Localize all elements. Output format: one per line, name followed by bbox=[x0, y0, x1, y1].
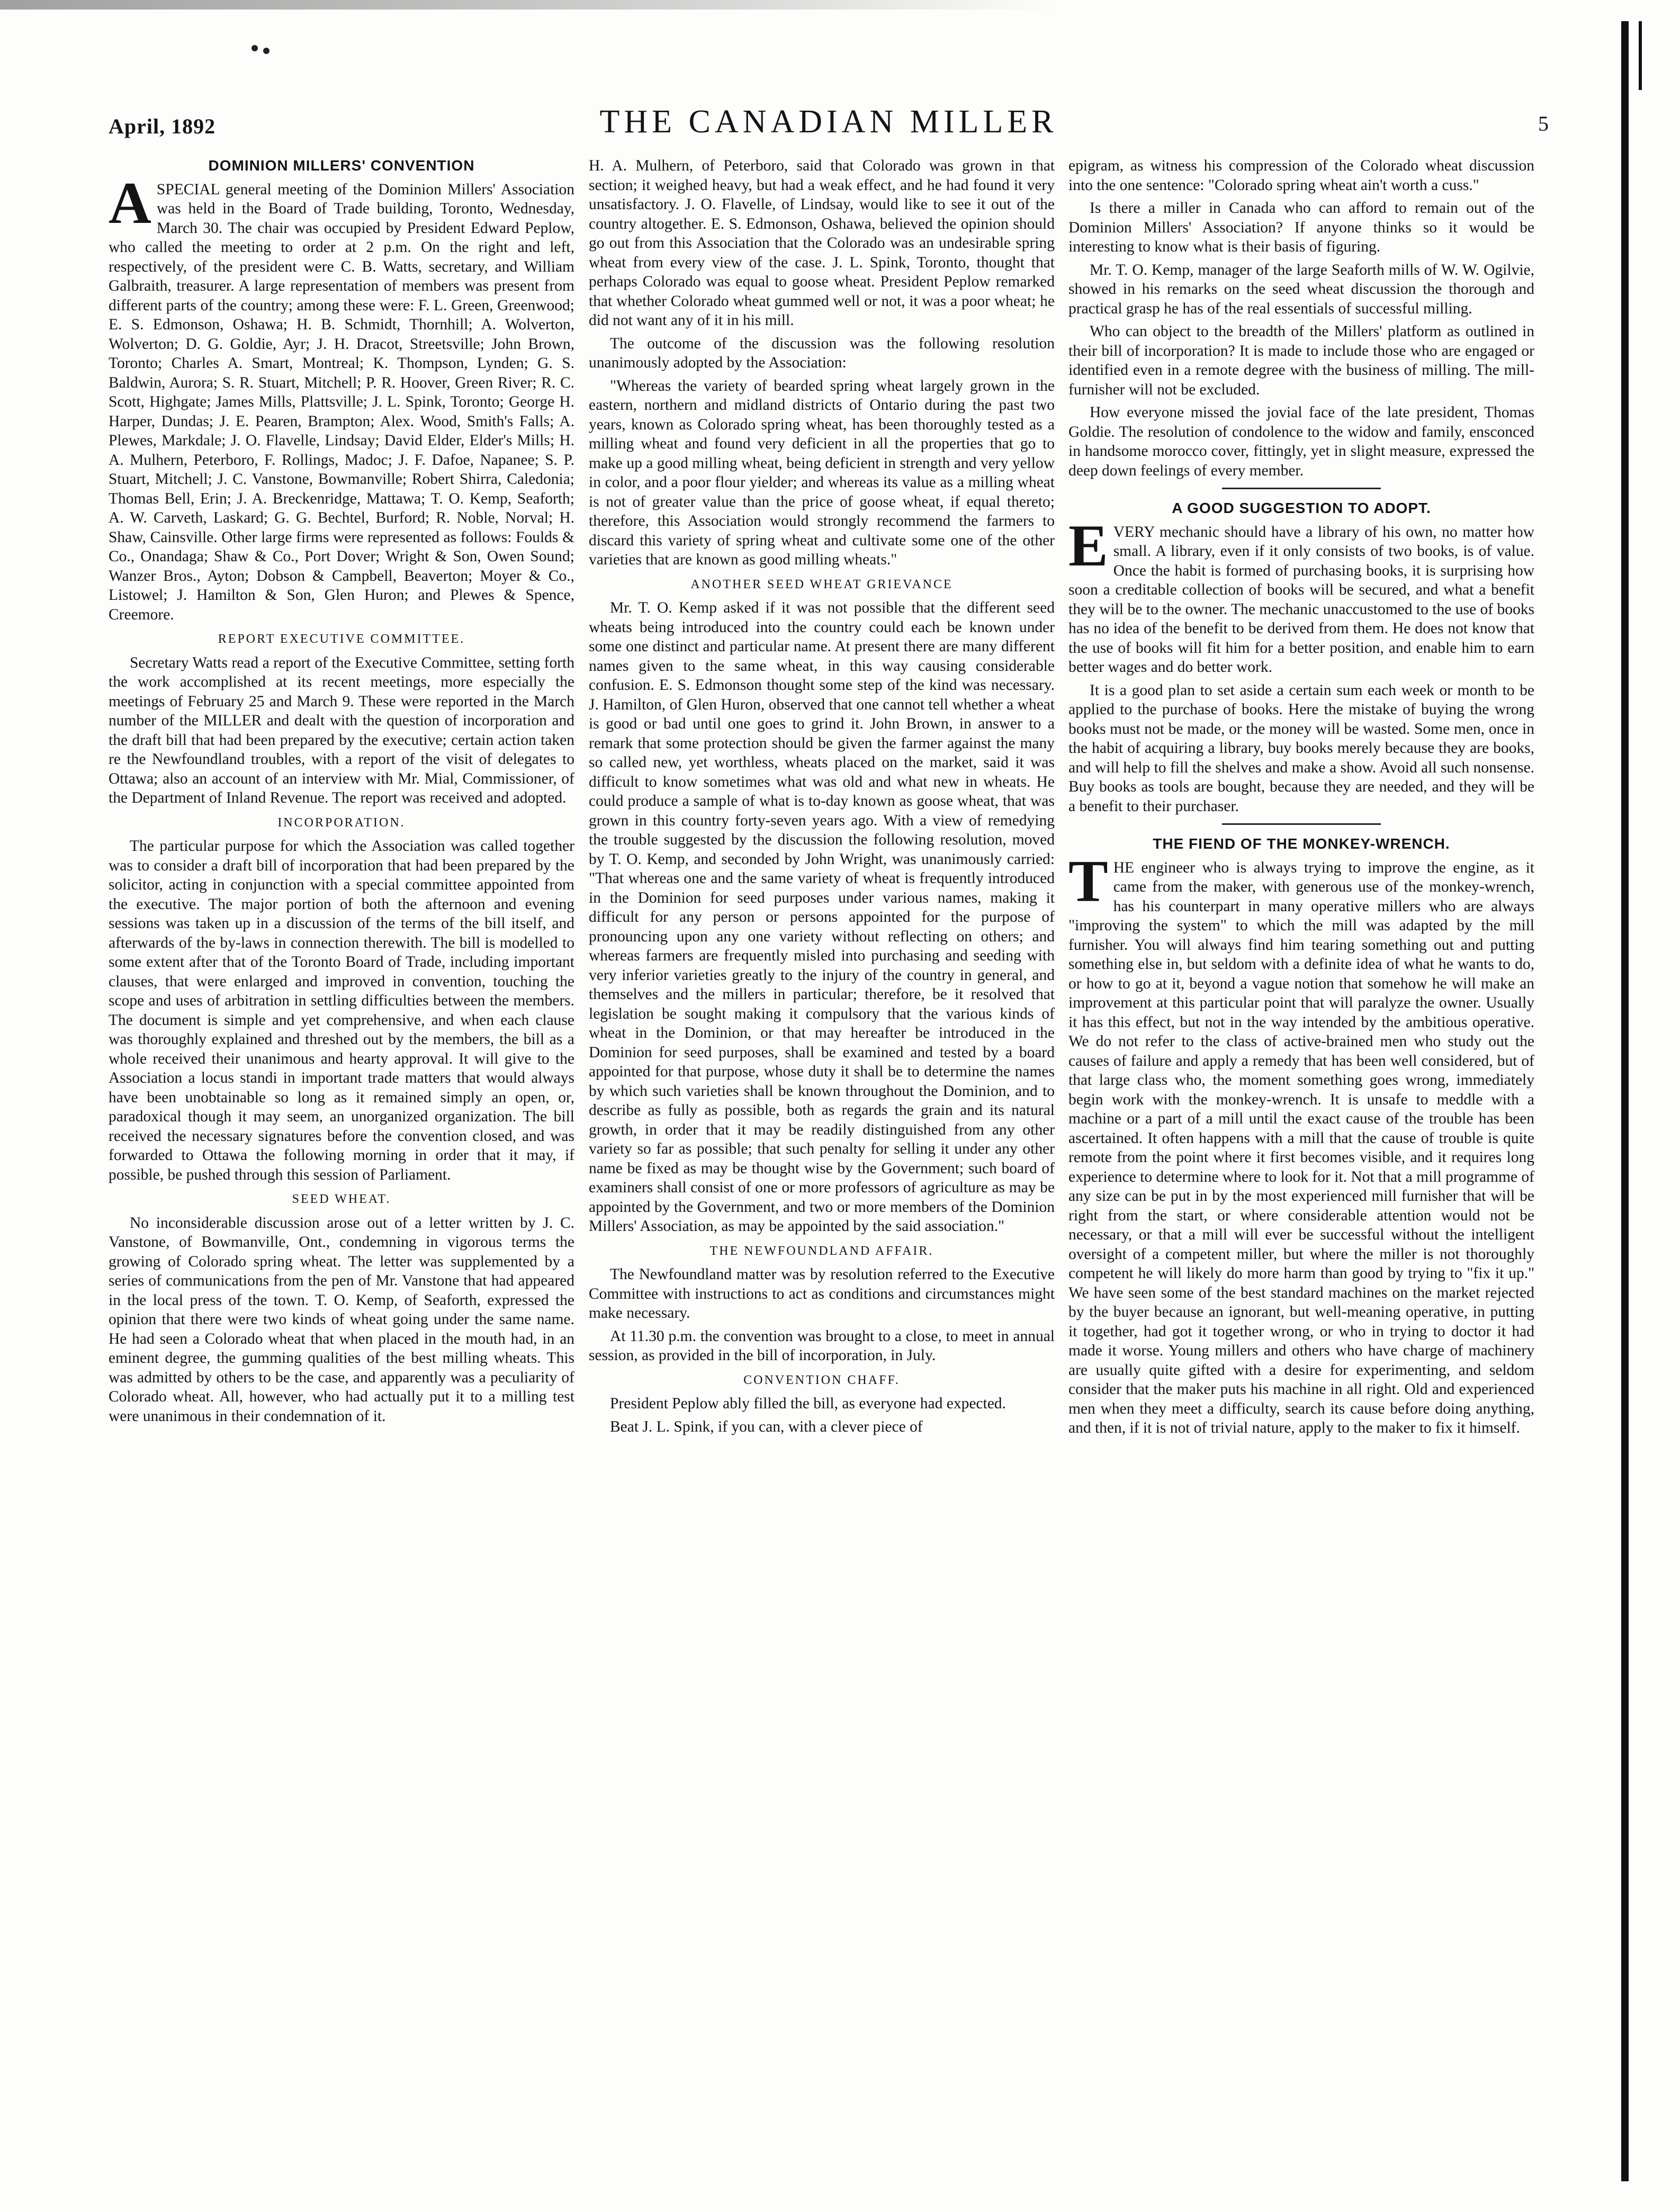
article-paragraph: At 11.30 p.m. the convention was brought to a close, to meet in annual session, as provided in the bill of incorporation, in July. bbox=[589, 1327, 1055, 1364]
section-subhead: REPORT EXECUTIVE COMMITTEE. bbox=[218, 632, 465, 646]
column-2 bbox=[589, 156, 1055, 1440]
section-divider bbox=[1222, 823, 1381, 825]
masthead bbox=[109, 103, 1549, 140]
article-headline: DOMINION MILLERS' CONVENTION bbox=[208, 157, 475, 174]
article-paragraph: The Newfoundland matter was by resolution referred to the Executive Committee with instructions to act as conditions and circumstances might make necessary. bbox=[589, 1266, 1055, 1321]
scan-speck bbox=[251, 45, 258, 51]
article-paragraph: No inconsiderable discussion arose out of a letter written by J. C. Vanstone, of Bowmanville, Ont., condemning in vigorous terms the growing of Colorado spring wheat. The letter was supplemented by a series of communications from the pen of Mr. Vanstone that had appeared in the local press of the town. T. O. Kemp, of Seaforth, expressed the opinion that there were two kinds of wheat going under the same name. He had seen a Colorado wheat that when placed in the mouth had, in an eminent degree, the gumming qualities of the best milling wheats. This was admitted by others to be the case, and apparently was a peculiarity of Colorado wheat. All, however, who had actually put it to a milling test were unanimous in their condemnation of it. bbox=[109, 1214, 574, 1425]
article-paragraph: EVERY mechanic should have a library of his own, no matter how small. A library, even if it only consists of two books, is of value. Once the habit is formed of purchasing books, it is surprising how soon a creditable collection of books will be secured, and what a benefit they will be to the owner. The mechanic unaccustomed to the use of books has no idea of the benefit to be derived from them. He does not know that the use of books will fit him for a better position, and enable him to earn better wages and do better work. bbox=[1068, 512, 1534, 676]
article-paragraph: President Peplow ably filled the bill, as everyone had expected. bbox=[610, 1395, 1006, 1412]
section-divider bbox=[1222, 488, 1381, 489]
article-paragraph: The outcome of the discussion was the following resolution unanimously adopted by the Association: bbox=[589, 335, 1055, 371]
issue-date: April, 1892 bbox=[109, 114, 216, 138]
article-paragraph: It is a good plan to set aside a certain sum each week or month to be applied to the purchase of books. Here the mistake of buying the wrong books must not be made, or the money will be wasted. Some men, once in the habit of acquiring a library, buy books merely because they are books, and will help to fill the shelves and make a show. Avoid all such nonsense. Buy books as tools are bought, because they are needed, and they will be a benefit to their purchaser. bbox=[1068, 681, 1534, 815]
scan-artifact-bar bbox=[0, 0, 1059, 10]
article-paragraph: Mr. T. O. Kemp, manager of the large Seaforth mills of W. W. Ogilvie, showed in his remarks on the seed wheat discussion the thorough and practical grasp he has of the real essentials of successful milling. bbox=[1068, 261, 1534, 317]
article-paragraph: H. A. Mulhern, of Peterboro, said that Colorado was grown in that section; it weighed heavy, but had a weak effect, and he had found it very unsatisfactory. J. O. Flavelle, of Lindsay, would like to see it out of the country altogether. E. S. Edmonson, Oshawa, believed the opinion should go out from this Association that the Colorado was an undesirable spring wheat from every view of the case. J. L. Spink, Toronto, thought that perhaps Colorado was equal to goose wheat. President Peplow remarked that whether Colorado wheat gummed well or not, it was a poor wheat; he did not want any of it in his mill. bbox=[589, 157, 1055, 329]
article-paragraph: epigram, as witness his compression of the Colorado wheat discussion into the one sentence: "Colorado spring wheat ain't worth a cuss." bbox=[1068, 157, 1534, 194]
article-paragraph: ASPECIAL general meeting of the Dominion Millers' Association was held in the Board of Trade building, Toronto, Wednesday, March 30. The chair was occupied by President Edward Peplow, who called the meeting to order at 2 p.m. On the right and left, respectively, of the president were C. B. Watts, secretary, and William Galbraith, treasurer. A large representation of members was present from different parts of the country; among these were: F. L. Green, Greenwood; E. S. Edmonson, Oshawa; H. B. Schmidt, Thornhill; A. Wolverton, Wolverton; D. G. Goldie, Ayr; J. H. Dracot, Streetsville; John Brown, Toronto; Charles A. Smart, Montreal; K. Thompson, Lynden; G. S. Baldwin, Aurora; S. R. Stuart, Mitchell; P. R. Hoover, Green River; R. C. Scott, Highgate; James Mills, Plattsville; J. L. Spink, Toronto; George H. Harper, Dundas; J. E. Pearen, Brampton; Alex. Wood, Smith's Falls; A. Plewes, Markdale; J. O. Flavelle, Lindsay; David Elder, Elder's Mills; H. A. Mulhern, Peterboro, F. Rollings, Madoc; J. F. Dafoe, Napanee; S. P. Stuart, Mitchell; J. C. Vanstone, Bowmanville; Robert Shirra, Caledonia; Thomas Bell, Erin; J. A. Breckenridge, Mattawa; T. O. Kemp, Seaforth; A. W. Carveth, Laskard; G. G. Bechtel, Burford; R. Noble, Norval; H. Shaw, Cainsville. Other large firms were represented as follows: Foulds & Co., Onandaga; Shaw & Co., Port Dover; Wright & Son, Owen Sound; Wanzer Bros., Ayton; Dobson & Campbell, Beaverton; Moyer & Co., Listowel; J. Hamilton & Son, Glen Huron; and Plewes & Spence, Creemore. bbox=[109, 170, 574, 623]
article-paragraph: Beat J. L. Spink, if you can, with a clever piece of bbox=[610, 1418, 923, 1435]
section-subhead: CONVENTION CHAFF. bbox=[743, 1373, 900, 1387]
article-paragraph: Secretary Watts read a report of the Executive Committee, setting forth the work accomplished at its recent meetings, more especially the meetings of February 25 and March 9. These were reported in the March number of the MILLER and dealt with the question of incorporation and the draft bill that had been prepared by the executive; certain action taken re the Newfoundland troubles, with a report of the visit of delegates to Ottawa; also an account of an interview with Mr. Mial, Commissioner, of the Department of Inland Revenue. The report was received and adopted. bbox=[109, 654, 574, 806]
article-paragraph: "Whereas the variety of bearded spring wheat largely grown in the eastern, northern and midland districts of Ontario during the past two years, known as Colorado spring wheat, has been thoroughly tested as a milling wheat and found very deficient in all the properties that go to make up a good milling wheat, being deficient in strength and very yellow in color, and a poor flour yielder; and whereas its value as a milling wheat is not of greater value than the price of goose wheat, if equal thereto; therefore, this Association would strongly recommend the farmers to discard this variety of spring wheat and cultivate some one of the other varieties that are known as good milling wheats." bbox=[589, 377, 1055, 568]
scan-speck bbox=[263, 48, 269, 54]
article-paragraph: THE engineer who is always trying to improve the engine, as it came from the maker, with generous use of the monkey-wrench, has his counterpart in many operative millers who are always "improving the system" to which the mill was adapted by the mill furnisher. You will always find him tearing something out and putting something else in, but seldom with a definite idea of what he wants to do, or how to go at it, beyond a vague notion that somehow he will make an improvement at this particular point that will paralyze the owner. Usually it has this effect, but not in the way intended by the ambitious operative. We do not refer to the class of active-brained men who study out the causes of failure and apply a remedy that has been well considered, but of that large class who, the moment something goes wrong, immediately begin work with the monkey-wrench. It is unsafe to meddle with a machine or a part of a mill until the exact cause of the trouble has been ascertained. It often happens with a mill that the cause of trouble is quite remote from the point where it first becomes visible, and it requires long experience to determine where to look for it. Not that a mill programme of any size can be put in by the most experienced mill furnisher that will be right from the start, or where considerable attention would not be necessary, or that a mill will ever be successful without the intelligent oversight of a competent miller, but where the miller is not thoroughly competent he will likely do more harm than good by trying to "fix it up." We have seen some of the best standard machines on the market rejected by the buyer because an ignorant, but well-meaning operative, in putting it together, had got it together wrong, or who in trying to doctor it had made it worse. Young millers and others who have charge of machinery are usually quite gifted with a desire for experimenting, and seldom consider that the maker puts his machine in all right. Old and experienced men when they meet a difficulty, search its cause before doing anything, and then, if it is not of trivial nature, apply to the maker to fix it himself. bbox=[1068, 848, 1534, 1436]
scan-edge-line bbox=[1621, 21, 1629, 2181]
column-3 bbox=[1068, 156, 1534, 1442]
article-paragraph: The particular purpose for which the Association was called together was to consider a draft bill of incorporation that had been prepared by the solicitor, acting in conjunction with a special committee appointed from the executive. The major portion of both the afternoon and evening sessions was taken up in a discussion of the terms of the bill itself, and afterwards of the by-laws in connection therewith. The bill is modelled to some extent after that of the Toronto Board of Trade, including important clauses, that were enlarged and improved in convention, touching the scope and uses of arbitration in settling difficulties between the members. The document is simple and yet comprehensive, and when each clause was thoroughly explained and threshed out by the members, the bill as a whole received their unanimous and hearty approval. It will give to the Association a locus standi in important trade matters that would always have been unobtainable so long as it remained simply an open, or, paradoxical though it may seem, an unorganized organization. The bill received the necessary signatures before the convention closed, and was forwarded to Ottawa the following morning in order that it may, if possible, be pushed through this session of Parliament. bbox=[109, 838, 574, 1183]
column-1 bbox=[109, 156, 574, 1429]
article-paragraph: Is there a miller in Canada who can afford to remain out of the Dominion Millers' Association? If anyone thinks so it would be interesting to know what is their basis of figuring. bbox=[1068, 200, 1534, 255]
article-paragraph: Mr. T. O. Kemp asked if it was not possible that the different seed wheats being introduced into the country could each be known under some one distinct and particular name. At present there are many different names given to the same wheat, in this way causing considerable confusion. E. S. Edmonson thought some step of the kind was necessary. J. Hamilton, of Glen Huron, observed that one cannot tell whether a wheat is good or bad until one goes to grind it. John Brown, in answer to a remark that some protection should be given the farmer against the many so called new, yet worthless, wheats placed on the market, said it was difficult to know sometimes what was old and what new in wheats. He could produce a sample of what is to-day known as goose wheat, that was grown in this country forty-seven years ago. With a view of remedying the trouble suggested by the discussion the following resolution, moved by T. O. Kemp, and seconded by John Wright, was unanimously carried: "That whereas one and the same variety of wheat is frequently introduced in the Dominion for seed purposes under various names, making it difficult for any person or persons appointed for the purpose of pronouncing upon any one variety without reflecting on others; and whereas farmers are frequently misled into purchasing and seeding with very inferior varieties greatly to the injury of the country in general, and themselves and the millers in particular; therefore, be it resolved that legislation be sought making it compulsory that the various kinds of wheat in the Dominion, or that may hereafter be introduced in the Dominion for seed purposes, shall be examined and tested by a board appointed for that purpose, whose duty it shall be to determine the names by which such varieties shall be known throughout the Dominion, and to describe as fully as possible, both as regards the grain and its natural growth, in order that it may be readily distinguished from any other variety so far as possible; that such penalty for selling it under any other name be fixed as may be thought wise by the Government; such board of examiners shall consist of one or more professors of agriculture as may be appointed by the Government, and two or more members of the Dominion Millers' Association, as may be appointed by the said association." bbox=[589, 599, 1055, 1235]
article-paragraph: How everyone missed the jovial face of the late president, Thomas Goldie. The resolution of condolence to the widow and family, ensconced in handsome morocco cover, fittingly, yet in slight measure, expressed the deep down feelings of every member. bbox=[1068, 404, 1534, 479]
publication-title: THE CANADIAN MILLER bbox=[599, 104, 1058, 140]
section-subhead: THE NEWFOUNDLAND AFFAIR. bbox=[709, 1244, 934, 1258]
article-paragraph: Who can object to the breadth of the Millers' platform as outlined in their bill of incorporation? It is made to include those who are engaged or identified even in a remote degree with the business of milling. The mill-furnisher will not be excluded. bbox=[1068, 323, 1534, 398]
section-subhead: INCORPORATION. bbox=[277, 815, 406, 830]
section-subhead: ANOTHER SEED WHEAT GRIEVANCE bbox=[690, 577, 953, 591]
scan-edge-mark bbox=[1639, 21, 1642, 90]
article-headline: A GOOD SUGGESTION TO ADOPT. bbox=[1172, 500, 1431, 516]
page-number: 5 bbox=[1538, 112, 1549, 136]
article-headline: THE FIEND OF THE MONKEY-WRENCH. bbox=[1153, 835, 1450, 852]
section-subhead: SEED WHEAT. bbox=[292, 1192, 391, 1206]
